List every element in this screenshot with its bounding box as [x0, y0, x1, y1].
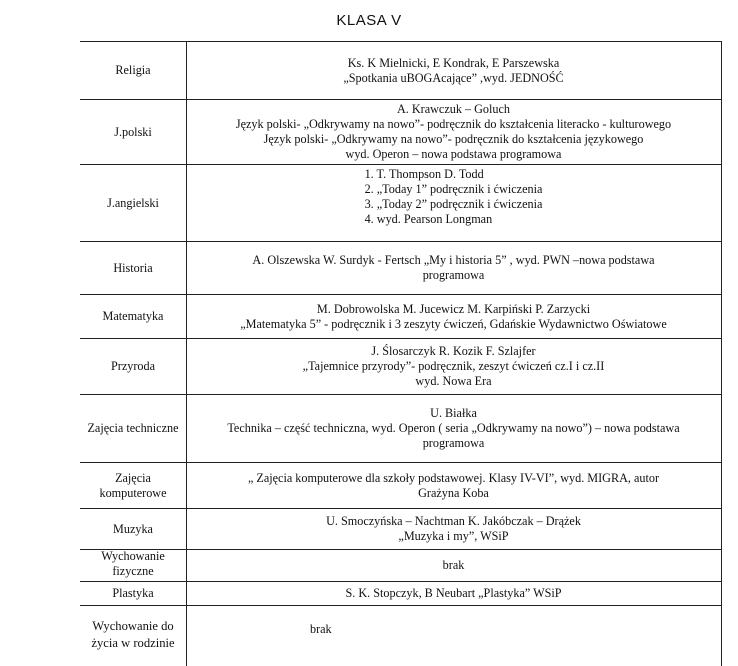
textbook-line: „Tajemnice przyrody”- podręcznik, zeszyt ćwiczeń cz.I i cz.II — [302, 359, 605, 373]
textbook-line: brak — [310, 621, 332, 636]
numbered-list — [365, 167, 543, 227]
textbook-line: A. Krawczuk – Goluch — [396, 102, 511, 116]
subject-cell: Plastyka — [112, 586, 154, 600]
textbook-line: Grażyna Koba — [418, 485, 489, 500]
subject-cell: Zajęcia komputerowe — [99, 470, 167, 500]
textbook-line: programowa — [422, 268, 485, 282]
textbook-line: „Spotkania uBOGAcające” ,wyd. JEDNOŚĆ — [343, 70, 564, 85]
textbook-cell — [186, 42, 721, 99]
textbook-line: Technika – część techniczna, wyd. Operon ( seria „Odkrywamy na nowo”) – nowa podstawa — [227, 421, 680, 435]
textbook-line: 3. „Today 2” podręcznik i ćwiczenia — [364, 197, 543, 211]
textbook-line: „ Zajęcia komputerowe dla szkoły podstawowej. Klasy IV-VI”, wyd. MIGRA, autor — [247, 470, 660, 485]
textbook-line: A. Olszewska W. Surdyk - Fertsch „My i historia 5” , wyd. PWN –nowa podstawa — [252, 253, 655, 267]
table-right-border — [721, 41, 722, 666]
textbook-cell — [186, 100, 721, 164]
textbook-line: J. Ślosarczyk R. Kozik F. Szlajfer — [371, 344, 536, 358]
textbook-cell — [186, 550, 721, 581]
textbook-cell — [186, 463, 721, 508]
subject-cell: J.angielski — [107, 195, 159, 210]
textbook-line: M. Dobrowolska M. Jucewicz M. Karpiński P. Zarzycki — [316, 301, 591, 316]
subject-cell: Matematyka — [102, 309, 164, 323]
textbook-cell — [186, 582, 721, 605]
subject-cell: Religia — [115, 63, 151, 77]
textbook-cell — [186, 620, 721, 638]
subject-cell: Historia — [113, 260, 153, 275]
textbook-cell — [186, 395, 721, 462]
textbook-line: U. Smoczyńska – Nachtman K. Jakóbczak – Drążek — [326, 514, 581, 528]
subject-cell: J.polski — [114, 124, 152, 139]
textbook-line: U. Białka — [430, 406, 477, 420]
textbook-cell — [186, 339, 721, 394]
textbook-line: programowa — [422, 436, 485, 450]
textbook-line: Język polski- „Odkrywamy na nowo”- podręcznik do kształcenia językowego — [263, 132, 644, 146]
textbook-line: „Matematyka 5” - podręcznik i 3 zeszyty ćwiczeń, Gdańskie Wydawnictwo Oświatowe — [240, 316, 667, 331]
textbook-line: Ks. K Mielnicki, E Kondrak, E Parszewska — [347, 55, 560, 70]
subject-cell: Zajęcia techniczne — [87, 421, 179, 435]
subject-cell: Muzyka — [113, 521, 153, 536]
textbook-cell — [186, 295, 721, 338]
textbook-line: 1. T. Thompson D. Todd — [364, 167, 484, 181]
textbook-line: wyd. Operon – nowa podstawa programowa — [345, 147, 562, 161]
subject-cell: Wychowanie fizyczne — [101, 549, 165, 578]
textbook-line: wyd. Nowa Era — [415, 374, 492, 388]
textbook-cell — [186, 509, 721, 549]
textbook-line: 4. wyd. Pearson Longman — [364, 212, 493, 226]
subject-cell: Wychowanie do życia w rodzinie — [91, 619, 175, 650]
textbook-line: Język polski- „Odkrywamy na nowo”- podręcznik do kształcenia literacko - kulturowego — [235, 117, 672, 131]
textbook-line: 2. „Today 1” podręcznik i ćwiczenia — [364, 182, 543, 196]
textbook-cell — [186, 242, 721, 294]
page-title: KLASA V — [336, 12, 402, 29]
textbook-line: S. K. Stopczyk, B Neubart „Plastyka” WSiP — [345, 586, 562, 600]
textbook-line: „Muzyka i my”, WSiP — [398, 529, 509, 543]
subject-cell: Przyroda — [111, 359, 155, 373]
textbook-cell — [186, 165, 721, 241]
row-divider — [80, 605, 721, 606]
textbook-line: brak — [442, 558, 465, 572]
